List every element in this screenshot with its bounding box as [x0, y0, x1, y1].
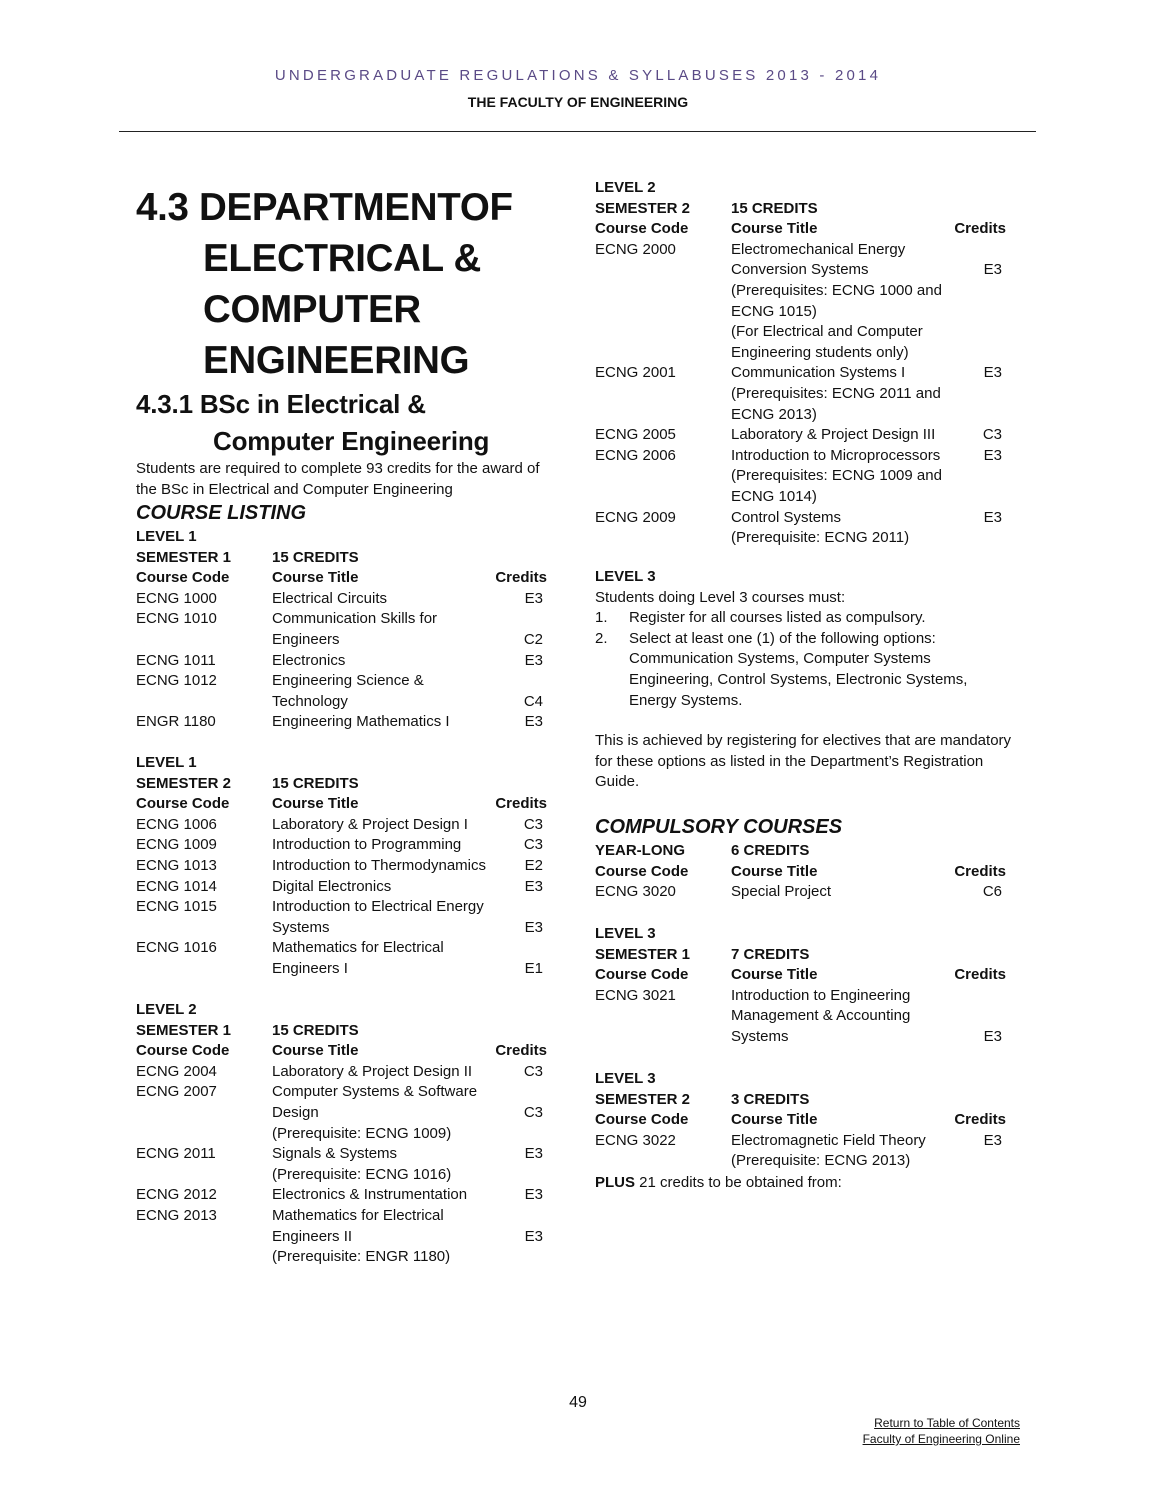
course-credits: E3 — [524, 918, 543, 936]
course-title: Electromagnetic Field Theory — [731, 1131, 926, 1149]
course-title: Engineering Mathematics I — [272, 713, 450, 731]
course-title: Introduction to Thermodynamics — [272, 856, 486, 874]
course-code: ECNG 1006 — [136, 815, 217, 833]
table-row — [136, 1103, 547, 1124]
intro-paragraph: Students are required to complete 93 credits for the award of the BSc in Electrical and Computer Engineering — [136, 460, 540, 498]
course-title: ECNG 2013) — [731, 405, 817, 423]
table-row — [136, 671, 547, 692]
course-credits: C3 — [523, 1103, 543, 1121]
semester-row — [136, 774, 547, 795]
course-title-header: Course Title — [731, 1111, 818, 1129]
level-label: LEVEL 2 — [595, 179, 656, 196]
course-title: Signals & Systems — [272, 1145, 398, 1163]
course-code: ECNG 1009 — [136, 836, 217, 854]
course-credits: E3 — [983, 1027, 1002, 1045]
table-row — [136, 589, 547, 610]
course-title: (Prerequisite: ECNG 1009) — [272, 1124, 452, 1142]
course-title: Engineering students only) — [731, 343, 909, 361]
course-title: Electronics — [272, 651, 346, 669]
table-row — [595, 384, 1006, 405]
table-row — [136, 630, 547, 651]
level-row — [595, 924, 1006, 945]
table-row — [595, 446, 1006, 467]
semester-label: SEMESTER 1 — [136, 1021, 232, 1039]
credits-total: 6 CREDITS — [731, 842, 810, 859]
course-credits: E3 — [524, 877, 543, 895]
level-label: LEVEL 3 — [595, 925, 656, 942]
list-number: 1. — [595, 609, 608, 627]
course-code: ECNG 3022 — [595, 1131, 676, 1149]
document-header: UNDERGRADUATE REGULATIONS & SYLLABUSES 2013 - 2014 — [274, 67, 882, 84]
course-code-header: Course Code — [595, 1111, 689, 1129]
table-row — [595, 1131, 1006, 1152]
course-title: Electronics & Instrumentation — [272, 1186, 468, 1204]
course-credits: E3 — [524, 1145, 543, 1163]
table-row — [595, 1006, 1006, 1027]
credits-header: Credits — [954, 862, 1006, 880]
course-title: Conversion Systems — [731, 261, 869, 279]
course-credits: E3 — [524, 1227, 543, 1245]
level3-section — [595, 567, 1015, 711]
course-title: Engineering Science & — [272, 672, 424, 690]
semester-row — [136, 548, 547, 569]
course-credits: C3 — [523, 815, 543, 833]
course-code: ECNG 2012 — [136, 1186, 217, 1204]
course-code-header: Course Code — [136, 1042, 230, 1060]
table-row — [136, 856, 547, 877]
course-credits: E1 — [524, 959, 543, 977]
course-credits: E3 — [983, 261, 1002, 279]
level-row — [595, 841, 1006, 862]
subheading-line: 4.3.1 BSc in Electrical & — [136, 389, 426, 419]
course-title: Laboratory & Project Design III — [731, 426, 936, 444]
course-code: ECNG 2000 — [595, 240, 676, 258]
header-divider — [119, 131, 1036, 132]
level-label: YEAR-LONG — [595, 842, 685, 859]
course-title: Electromechanical Energy — [731, 240, 906, 258]
table-row — [595, 1027, 1006, 1048]
course-credits: E3 — [524, 589, 543, 607]
programme-heading — [136, 386, 566, 460]
course-code: ECNG 3021 — [595, 986, 676, 1004]
table-row — [595, 487, 1006, 508]
compulsory-courses-title: COMPULSORY COURSES — [595, 816, 843, 838]
course-title: (Prerequisites: ECNG 1009 and — [731, 467, 942, 485]
level-label: LEVEL 3 — [595, 1070, 656, 1087]
table-header-row — [595, 862, 1006, 883]
course-credits: E3 — [524, 713, 543, 731]
course-code: ECNG 2013 — [136, 1206, 217, 1224]
course-code: ECNG 2001 — [595, 364, 676, 382]
course-title: Technology — [272, 692, 348, 710]
table-row — [136, 835, 547, 856]
list-text: Select at least one (1) of the following options: Communication Systems, Computer Systems Engineering, Control Systems, Electronic Systems, Energy Systems. — [629, 629, 968, 709]
course-title: (Prerequisite: ENGR 1180) — [272, 1248, 451, 1266]
course-title: Laboratory & Project Design I — [272, 815, 468, 833]
course-title: (Prerequisites: ECNG 2011 and — [731, 384, 941, 402]
course-title: ECNG 1015) — [731, 302, 817, 320]
level-label: LEVEL 1 — [136, 528, 197, 545]
semester-label: SEMESTER 2 — [595, 1090, 691, 1108]
course-title: Introduction to Microprocessors — [731, 446, 941, 464]
department-heading — [136, 182, 566, 386]
course-title: Electrical Circuits — [272, 589, 388, 607]
table-row — [136, 918, 547, 939]
table-header-row — [595, 965, 1006, 986]
level2-semester1-table — [136, 1000, 547, 1268]
credits-total: 15 CREDITS — [272, 774, 359, 792]
table-row — [136, 651, 547, 672]
table-row — [136, 1165, 547, 1186]
course-code: ECNG 1012 — [136, 672, 217, 690]
course-code-header: Course Code — [595, 220, 689, 238]
course-title-header: Course Title — [272, 1042, 359, 1060]
semester-label: SEMESTER 2 — [595, 199, 691, 217]
list-item — [595, 608, 1015, 629]
table-row — [595, 322, 1006, 343]
table-row — [136, 1124, 547, 1145]
level3-note: This is achieved by registering for electives that are mandatory for these options as listed in the Department’s Registration Guide. — [595, 732, 1012, 791]
table-header-row — [595, 1110, 1006, 1131]
credits-header: Credits — [495, 795, 547, 813]
course-credits: E3 — [983, 1131, 1002, 1149]
course-code-header: Course Code — [595, 862, 689, 880]
semester-label: SEMESTER 1 — [595, 945, 691, 963]
course-code: ECNG 2009 — [595, 508, 676, 526]
semester-row — [595, 945, 1006, 966]
table-header-row — [136, 1041, 547, 1062]
credits-total: 3 CREDITS — [731, 1090, 810, 1108]
course-listing-title: COURSE LISTING — [136, 502, 307, 524]
heading-line: COMPUTER — [203, 288, 421, 331]
level1-semester2-table — [136, 753, 547, 980]
course-title: (Prerequisites: ECNG 1000 and — [731, 281, 942, 299]
course-title-header: Course Title — [731, 220, 818, 238]
course-credits: E3 — [983, 508, 1002, 526]
faculty-title: THE FACULTY OF ENGINEERING — [467, 94, 689, 110]
table-row — [595, 986, 1006, 1007]
course-credits: E3 — [524, 651, 543, 669]
table-row — [136, 692, 547, 713]
plus-text: 21 credits to be obtained from: — [635, 1174, 842, 1191]
table-row — [136, 938, 547, 959]
table-row — [595, 1151, 1006, 1172]
table-row — [136, 1247, 547, 1268]
level3-title: LEVEL 3 — [595, 568, 656, 585]
course-credits: E3 — [524, 1186, 543, 1204]
course-code: ECNG 3020 — [595, 883, 676, 901]
course-credits: C6 — [982, 883, 1002, 901]
table-row — [595, 405, 1006, 426]
credits-total: 15 CREDITS — [272, 1021, 359, 1039]
credits-total: 15 CREDITS — [272, 548, 359, 566]
table-header-row — [136, 568, 547, 589]
level-label: LEVEL 1 — [136, 754, 197, 771]
table-row — [136, 1144, 547, 1165]
course-code: ECNG 1015 — [136, 898, 217, 916]
course-code: ECNG 2004 — [136, 1062, 217, 1080]
table-header-row — [136, 794, 547, 815]
table-row — [595, 302, 1006, 323]
year-long-table — [595, 841, 1006, 903]
table-header-row — [595, 219, 1006, 240]
level-label: LEVEL 2 — [136, 1001, 197, 1018]
level3-semester2-table — [595, 1069, 1006, 1172]
table-row — [595, 260, 1006, 281]
course-title: Control Systems — [731, 508, 842, 526]
table-row — [136, 959, 547, 980]
course-title: Introduction to Programming — [272, 836, 462, 854]
course-code: ECNG 1000 — [136, 589, 217, 607]
course-code: ECNG 2011 — [136, 1145, 216, 1163]
course-code: ECNG 1011 — [136, 651, 216, 669]
course-title: Engineers — [272, 630, 340, 648]
course-title: ECNG 1014) — [731, 487, 817, 505]
table-row — [595, 240, 1006, 261]
level-row — [136, 527, 547, 548]
table-row — [595, 466, 1006, 487]
page-number: 49 — [569, 1394, 587, 1411]
course-code: ECNG 1010 — [136, 610, 217, 628]
table-row — [595, 343, 1006, 364]
course-title: Computer Systems & Software — [272, 1083, 478, 1101]
course-credits: C4 — [523, 692, 543, 710]
table-row — [136, 712, 547, 733]
credits-header: Credits — [495, 569, 547, 587]
table-row — [136, 1227, 547, 1248]
list-text: Register for all courses listed as compulsory. — [629, 609, 926, 627]
table-row — [595, 281, 1006, 302]
course-code: ECNG 1013 — [136, 856, 217, 874]
semester-row — [136, 1021, 547, 1042]
course-credits: E3 — [983, 364, 1002, 382]
table-row — [136, 1206, 547, 1227]
course-code-header: Course Code — [595, 966, 689, 984]
course-title: Systems — [731, 1027, 789, 1045]
course-credits: C3 — [523, 1062, 543, 1080]
course-title: (For Electrical and Computer — [731, 323, 923, 341]
table-row — [136, 897, 547, 918]
course-title: (Prerequisite: ECNG 2011) — [731, 529, 910, 547]
course-credits: C2 — [523, 630, 543, 648]
table-row — [595, 528, 1006, 549]
course-title-header: Course Title — [731, 966, 818, 984]
semester-row — [595, 199, 1006, 220]
course-code: ECNG 2007 — [136, 1083, 217, 1101]
course-title: Communication Systems I — [731, 364, 906, 382]
table-of-contents-link[interactable]: Return to Table of Contents — [874, 1416, 1020, 1430]
plus-label: PLUS — [595, 1174, 636, 1191]
course-title: Laboratory & Project Design II — [272, 1062, 473, 1080]
table-row — [595, 882, 1006, 903]
level-row — [595, 178, 1006, 199]
subheading-line: Computer Engineering — [213, 426, 490, 456]
faculty-online-link[interactable]: Faculty of Engineering Online — [862, 1432, 1020, 1446]
course-credits: E2 — [524, 856, 543, 874]
heading-line: ENGINEERING — [203, 339, 470, 382]
course-title: Introduction to Engineering — [731, 986, 911, 1004]
level2-semester2-table — [595, 178, 1006, 549]
semester-row — [595, 1090, 1006, 1111]
course-title: Communication Skills for — [272, 610, 438, 628]
course-code: ECNG 2005 — [595, 426, 676, 444]
table-row — [136, 1082, 547, 1103]
credits-header: Credits — [954, 966, 1006, 984]
level-row — [136, 753, 547, 774]
table-row — [595, 508, 1006, 529]
course-title-header: Course Title — [272, 569, 359, 587]
level3-semester1-table — [595, 924, 1006, 1048]
course-title: (Prerequisite: ECNG 1016) — [272, 1165, 452, 1183]
level-row — [595, 1069, 1006, 1090]
course-credits: E3 — [983, 446, 1002, 464]
credits-total: 15 CREDITS — [731, 199, 818, 217]
course-title: Engineers I — [272, 959, 348, 977]
table-row — [136, 877, 547, 898]
credits-header: Credits — [954, 1111, 1006, 1129]
table-row — [595, 425, 1006, 446]
credits-header: Credits — [495, 1042, 547, 1060]
semester-label: SEMESTER 2 — [136, 774, 232, 792]
course-title: (Prerequisite: ECNG 2013) — [731, 1152, 911, 1170]
level-row — [136, 1000, 547, 1021]
course-title: Mathematics for Electrical — [272, 1206, 444, 1224]
level3-lead: Students doing Level 3 courses must: — [595, 588, 846, 606]
plus-credits-line — [595, 1173, 1015, 1194]
table-row — [136, 609, 547, 630]
course-code: ENGR 1180 — [136, 713, 216, 731]
course-title: Mathematics for Electrical — [272, 939, 444, 957]
level1-semester1-table — [136, 527, 547, 733]
list-item — [595, 629, 1015, 711]
course-code: ECNG 1014 — [136, 877, 217, 895]
course-title: Engineers II — [272, 1227, 353, 1245]
course-title: Special Project — [731, 883, 832, 901]
course-title: Digital Electronics — [272, 877, 392, 895]
course-credits: C3 — [982, 426, 1002, 444]
course-credits: C3 — [523, 836, 543, 854]
table-row — [595, 363, 1006, 384]
course-title-header: Course Title — [272, 795, 359, 813]
course-code-header: Course Code — [136, 569, 230, 587]
course-code: ECNG 1016 — [136, 939, 217, 957]
course-code: ECNG 2006 — [595, 446, 676, 464]
table-row — [136, 1062, 547, 1083]
course-title-header: Course Title — [731, 862, 818, 880]
table-row — [136, 1185, 547, 1206]
course-code-header: Course Code — [136, 795, 230, 813]
course-title: Systems — [272, 918, 330, 936]
course-title: Management & Accounting — [731, 1007, 911, 1025]
table-row — [136, 815, 547, 836]
semester-label: SEMESTER 1 — [136, 548, 232, 566]
course-title: Design — [272, 1103, 319, 1121]
list-number: 2. — [595, 629, 608, 647]
heading-line: ELECTRICAL & — [203, 237, 482, 280]
credits-header: Credits — [954, 220, 1006, 238]
credits-total: 7 CREDITS — [731, 945, 810, 963]
course-title: Introduction to Electrical Energy — [272, 898, 484, 916]
heading-line: 4.3 DEPARTMENTOF — [136, 186, 513, 229]
